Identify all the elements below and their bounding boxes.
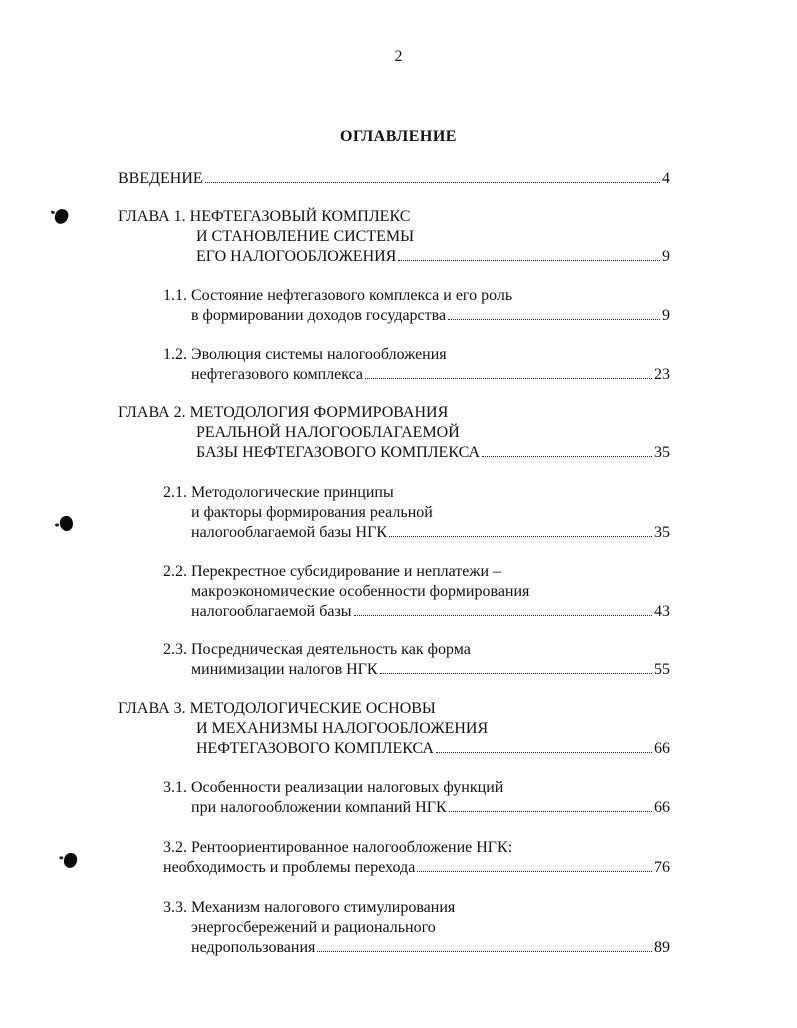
toc-entry-title-line: налогооблагаемой базы НГК (191, 524, 388, 541)
toc-page-number: 89 (654, 939, 670, 956)
leader-dots (389, 536, 652, 537)
toc-entry-section-3-2[interactable] (163, 838, 670, 878)
leader-dots (448, 319, 660, 320)
toc-entry-title-line: 3.1. Особенности реализации налоговых функций (163, 779, 504, 796)
toc-entry-title-line: налогооблагаемой базы (191, 603, 352, 620)
toc-page-number: 35 (654, 524, 670, 541)
toc-entry-title-line: энергосбережений и рационального (191, 919, 436, 936)
toc-page-number: 66 (654, 740, 670, 757)
toc-entry-title-line: И МЕХАНИЗМЫ НАЛОГООБЛОЖЕНИЯ (196, 720, 489, 737)
toc-page-number: 9 (662, 307, 670, 324)
toc-entry-title-line: 2.1. Методологические принципы (163, 484, 394, 501)
leader-dots (205, 182, 660, 183)
toc-page-number: 76 (654, 859, 670, 876)
leader-dots (449, 811, 652, 812)
toc-page-number: 55 (654, 661, 670, 678)
toc-entry-section-2-3[interactable] (163, 640, 670, 680)
toc-entry-title-line: 3.3. Механизм налогового стимулирования (163, 899, 456, 916)
leader-dots (317, 951, 652, 952)
toc-page-number: 43 (654, 603, 670, 620)
toc-entry-section-3-3[interactable] (163, 898, 670, 958)
toc-entry-section-1-2[interactable] (163, 345, 670, 385)
leader-dots (417, 871, 652, 872)
leader-dots (398, 260, 660, 261)
toc-entry-title-line: НЕФТЕГАЗОВОГО КОМПЛЕКСА (196, 740, 434, 757)
toc-entry-title-line: необходимость и проблемы перехода (163, 859, 416, 876)
toc-entry-title-line: ГЛАВА 1. НЕФТЕГАЗОВЫЙ КОМПЛЕКС (118, 208, 411, 225)
toc-entry-title-line: макроэкономические особенности формирования (191, 583, 530, 600)
toc-entry-title-line: 2.3. Посредническая деятельность как форма (163, 641, 471, 658)
toc-entry-title-line: ГЛАВА 3. МЕТОДОЛОГИЧЕСКИЕ ОСНОВЫ (118, 700, 436, 717)
toc-page-number: 9 (662, 248, 670, 265)
toc-entry-chapter-1[interactable] (118, 207, 670, 267)
toc-entry-title-line: БАЗЫ НЕФТЕГАЗОВОГО КОМПЛЕКСА (196, 444, 481, 461)
toc-entry-title-line: 1.2. Эволюция системы налогообложения (163, 346, 447, 363)
toc-entry-title-line: в формировании доходов государства (191, 307, 447, 324)
toc-entry-section-2-2[interactable] (163, 562, 670, 622)
toc-entry-title-line: 1.1. Состояние нефтегазового комплекса и его роль (163, 287, 513, 304)
toc-entry-title-line: минимизации налогов НГК (191, 661, 378, 678)
toc-entry-title-line: нефтегазового комплекса (191, 366, 364, 383)
toc-entry-chapter-3[interactable] (118, 699, 670, 759)
toc-page-number: 4 (662, 170, 670, 187)
toc-page-number: 35 (654, 444, 670, 461)
toc-title: ОГЛАВЛЕНИЕ (340, 128, 457, 145)
leader-dots (482, 456, 652, 457)
toc-entry-section-1-1[interactable] (163, 286, 670, 326)
page-number: 2 (394, 48, 403, 65)
toc-entry-title-line: И СТАНОВЛЕНИЕ СИСТЕМЫ (196, 228, 415, 245)
toc-page-number: 66 (654, 799, 670, 816)
toc-entry-section-3-1[interactable] (163, 778, 670, 818)
toc-entry-title-line: ГЛАВА 2. МЕТОДОЛОГИЯ ФОРМИРОВАНИЯ (118, 404, 449, 421)
toc-entry-title-line: и факторы формирования реальной (191, 504, 433, 521)
toc-entry-title-line: при налогообложении компаний НГК (191, 799, 447, 816)
leader-dots (365, 378, 652, 379)
toc-entry-title-line: РЕАЛЬНОЙ НАЛОГООБЛАГАЕМОЙ (196, 424, 460, 441)
leader-dots (380, 673, 652, 674)
toc-entry-title-line: 2.2. Перекрестное субсидирование и неплатежи – (163, 563, 502, 580)
toc-entry-introduction[interactable] (118, 169, 670, 189)
toc-entry-title-line: ЕГО НАЛОГООБЛОЖЕНИЯ (196, 248, 397, 265)
toc-entry-title-line: недропользования (191, 939, 316, 956)
toc-entry-section-2-1[interactable] (163, 483, 670, 543)
toc-entry-title-line: 3.2. Рентоориентированное налогообложение НГК: (163, 839, 513, 856)
leader-dots (354, 615, 652, 616)
toc-entry-chapter-2[interactable] (118, 403, 670, 463)
toc-entry-title: ВВЕДЕНИЕ (118, 170, 203, 187)
toc-page-number: 23 (654, 366, 670, 383)
leader-dots (436, 752, 652, 753)
